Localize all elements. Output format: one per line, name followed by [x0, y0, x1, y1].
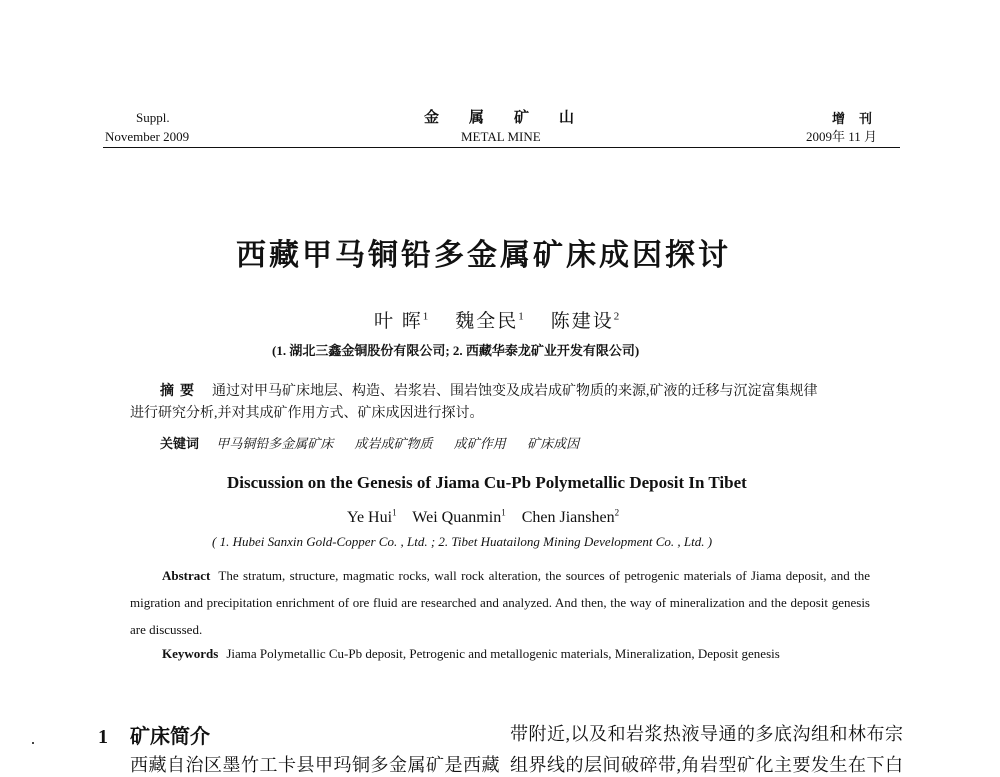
keywords-cn-label: 关键词 [160, 436, 200, 451]
header-date-cn: 2009年 11 月 [806, 129, 878, 144]
authors-cn [374, 306, 619, 333]
author-en: Wei Quanmin$^1$ [412, 508, 506, 527]
header-suppl-cn: 增刊 [832, 111, 887, 126]
header-rule [103, 147, 900, 148]
author-cn: 魏全民$^1$ [455, 310, 524, 332]
keywords-en-label: Keywords [162, 646, 219, 661]
abstract-cn-line: 通过对甲马矿床地层、构造、岩浆岩、围岩蚀变及成岩成矿物质的来源,矿液的迁移与沉淀富集规律 [212, 384, 818, 399]
keywords-en-text: Jiama Polymetallic Cu-Pb deposit, Petrogenic and metallogenic materials, Mineralization, Deposit genesis [226, 646, 780, 661]
author-en: Ye Hui$^1$ [347, 508, 397, 527]
keywords-cn [160, 433, 597, 452]
keyword-cn: 甲马铜铅多金属矿床 [216, 436, 334, 451]
header-journal-cn: 金属矿山 [424, 110, 605, 126]
abstract-cn-line: 进行研究分析,并对其成矿作用方式、矿床成因进行探讨。 [130, 406, 484, 421]
abstract-en-label: Abstract [162, 568, 211, 583]
author-cn: 叶 晖$^1$ [374, 310, 429, 332]
body-text-left: 西藏自治区墨竹工卡县甲玛铜多金属矿是西藏 [130, 755, 500, 775]
keyword-cn: 成岩成矿物质 [354, 436, 433, 451]
header-date-en: November 2009 [105, 129, 190, 144]
author-en: Chen Jianshen$^2$ [521, 508, 620, 527]
abstract-cn [130, 381, 875, 425]
body-text-right: 组界线的层间破碎带,角岩型矿化主要发生在下白 [510, 755, 904, 775]
header-journal-en: METAL MINE [461, 129, 541, 144]
abstract-en-text: The stratum, structure, magmatic rocks, wall rock alteration, the sources of petrogenic materials of Jiama deposit, and the migration and precipitation enrichment of ore fluid are researched and analyzed. And then, the way of mineralization and the deposit genesis are discussed. [130, 568, 870, 637]
author-cn: 陈建设$^2$ [550, 310, 620, 332]
body-text-right: 带附近,以及和岩浆热液导通的多底沟组和林布宗 [510, 724, 904, 744]
scan-speck [32, 742, 34, 744]
section-title: 矿床简介 [130, 726, 210, 748]
keyword-cn: 矿床成因 [527, 436, 580, 451]
abstract-cn-label: 摘要 [160, 384, 200, 399]
keyword-cn: 成矿作用 [453, 436, 506, 451]
keywords-en [130, 640, 870, 667]
affiliation-cn: (1. 湖北三鑫金铜股份有限公司; 2. 西藏华泰龙矿业开发有限公司) [272, 343, 640, 358]
section-heading [98, 720, 210, 749]
abstract-en [130, 562, 870, 643]
header-suppl: Suppl. [136, 110, 170, 125]
section-number: 1 [98, 726, 108, 748]
paper-title-en: Discussion on the Genesis of Jiama Cu-Pb Polymetallic Deposit In Tibet [227, 473, 747, 492]
authors-en [347, 508, 619, 527]
affiliation-en: ( 1. Hubei Sanxin Gold-Copper Co. , Ltd. ; 2. Tibet Huatailong Mining Development Co. , Ltd. ) [212, 534, 713, 549]
paper-title-cn: 西藏甲马铜铅多金属矿床成因探讨 [236, 238, 731, 273]
